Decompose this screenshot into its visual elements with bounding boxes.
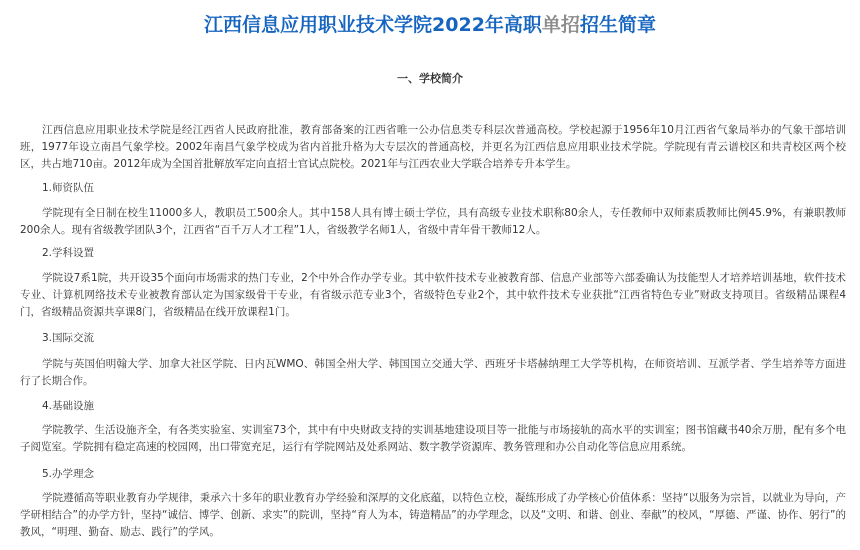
section-heading: 一、学校简介 (397, 72, 463, 85)
item-4-heading-block (20, 398, 846, 415)
item-heading-3: 3.国际交流 (42, 332, 95, 344)
title-part-3: 招生简章 (579, 14, 656, 36)
item-3-heading-block (20, 330, 846, 347)
item-paragraph-3: 学院与英国伯明翰大学、加拿大社区学院、日内瓦WMO、韩国全州大学、韩国国立交通大学、西班牙卡塔赫纳理工大学等机构，在师资培训、互派学者、学生培养等方面进行了长期合作。 (20, 358, 846, 387)
item-heading-1: 1.师资队伍 (42, 182, 95, 194)
item-5-heading-block (20, 466, 846, 483)
title-part-1: 江西信息应用职业技术学院2022年高职 (204, 14, 542, 36)
intro-paragraph: 江西信息应用职业技术学院是经江西省人民政府批准，教育部备案的江西省唯一公办信息类专科层次普通高校。学校起源于1956年10月江西省气象局举办的气象干部培训班，1977年设立南昌气象学校。2002年南昌气象学校成为省内首批升格为大专层次的普通高校，并更名为江西信息应用职业技术学院。学院现有青云谱校区和共青校区两个校区，共占地710亩。2012年成为全国首批解放军定向直招士官试点院校。2021年与江西农业大学联合培养专升本学生。 (20, 124, 846, 170)
item-heading-5: 5.办学理念 (42, 468, 95, 480)
item-3-body-block (20, 356, 846, 390)
item-1-body-block (20, 205, 846, 239)
item-heading-4: 4.基础设施 (42, 400, 95, 412)
item-paragraph-5: 学院遵循高等职业教育办学规律，秉承六十多年的职业教育办学经验和深厚的文化底蕴，以特色立校，凝练形成了办学核心价值体系：坚持“以服务为宗旨，以就业为导向，产学研相结合”的办学方针，坚持“诚信、博学、创新、求实”的院训，坚持“育人为本，铸造精品”的办学理念，以及“文明、和谐、创业、奉献”的校风，“厚德、严谨、协作、躬行”的教风，“明理、勤奋、励志、践行”的学风。 (20, 492, 846, 538)
item-2-body-block (20, 270, 846, 321)
page-title (0, 10, 860, 37)
item-2-heading-block (20, 245, 846, 262)
item-paragraph-4: 学院教学、生活设施齐全，有各类实验室、实训室73个，其中有中央财政支持的实训基地建设项目等一批能与市场接轨的高水平的实训室；图书馆藏书40余万册，配有多个电子阅览室。学院拥有稳定高速的校园网，出口带宽充足，运行有学院网站及处系网站、数字教学资源库、教务管理和办公自动化等信息应用系统。 (20, 424, 846, 453)
item-5-body-block (20, 490, 846, 541)
title-part-2: 单招 (541, 14, 580, 36)
item-paragraph-2: 学院设7系1院，共开设35个面向市场需求的热门专业，2个中外合作办学专业。其中软件技术专业被教育部、信息产业部等六部委确认为技能型人才培养培训基地，软件技术专业、计算机网络技术专业被教育部认定为国家级骨干专业，有省级示范专业3个，省级特色专业2个，其中软件技术专业获批“江西省特色专业”财政支持项目。省级精品课程4门，省级精品资源共享课8门，省级精品在线开放课程1门。 (20, 272, 846, 318)
item-1-heading-block (20, 180, 846, 197)
intro-block (20, 122, 846, 173)
item-4-body-block (20, 422, 846, 456)
item-paragraph-1: 学院现有全日制在校生11000多人，教职员工500余人。其中158人具有博士硕士学位，具有高级专业技术职称80余人，专任教师中双师素质教师比例45.9%，有兼职教师200余人。现有省级教学团队3个，江西省“百千万人才工程”1人，省级教学名师1人，省级中青年骨干教师12人。 (20, 207, 846, 236)
item-heading-2: 2.学科设置 (42, 247, 95, 259)
